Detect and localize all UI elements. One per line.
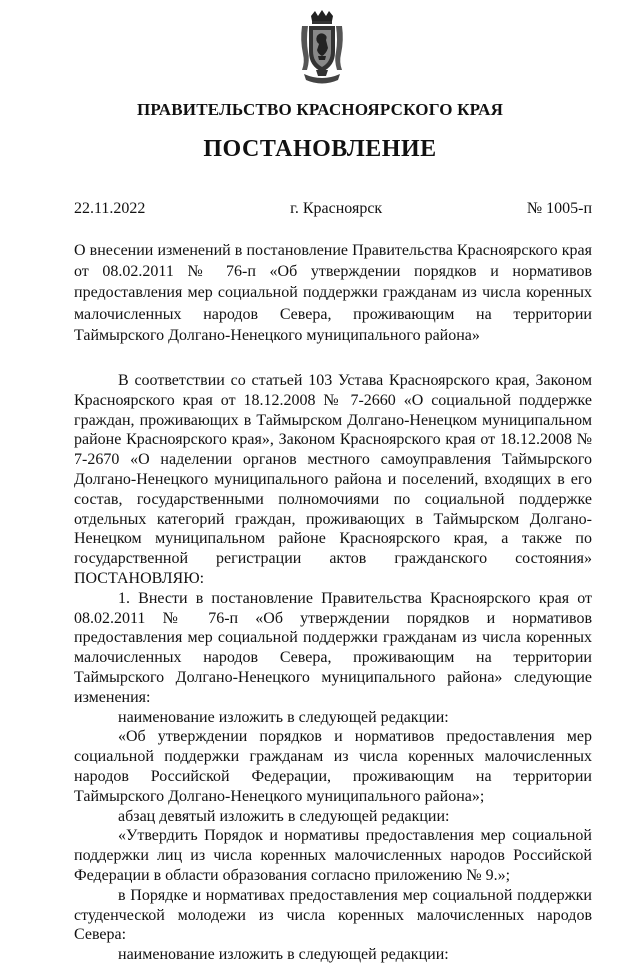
paragraph-item-1: 1. Внести в постановление Правительства Красноярского края от 08.02.2011 № 76-п «Об утверждении порядков и нормативов предоставления мер социальной поддержки гражданам из числа коренных малочисленных народов Севера, проживающим на территории Таймырского Долгано-Ненецкого муниципального района» следующие изменения: xyxy=(74,589,592,706)
paragraph: в Порядке и нормативах предоставления мер социальной поддержки студенческой молодежи из числа коренных малочисленных народов Севера: xyxy=(74,886,592,944)
document-number: № 1005-п xyxy=(526,200,592,217)
coat-of-arms-emblem xyxy=(298,10,346,90)
paragraph-preamble: В соответствии со статьей 103 Устава Красноярского края, Законом Красноярского края от 18.12.2008 № 7-2660 «О социальной поддержке граждан, проживающих в Таймырском Долгано-Ненецком муниципальном районе Красноярского края», Законом Красноярского края от 18.12.2008 № 7-2670 «О наделении органов местного самоуправления Таймырского Долгано-Ненецкого муниципального района и поселений, входящих в его состав, государственными полномочиями по социальной поддержке отдельных категорий граждан, проживающих в Таймырском Долгано-Ненецком муниципальном районе Красноярского края, а также по государственной регистрации актов гражданского состояния» ПОСТАНОВЛЯЮ: xyxy=(74,372,592,587)
paragraph: наименование изложить в следующей редакции: xyxy=(118,946,449,964)
document-meta-line xyxy=(74,200,592,218)
paragraph: абзац девятый изложить в следующей редакции: xyxy=(118,807,450,825)
government-name: ПРАВИТЕЛЬСТВО КРАСНОЯРСКОГО КРАЯ xyxy=(136,100,504,119)
paragraph: «Об утверждении порядков и нормативов предоставления мер социальной поддержки гражданам из числа коренных малочисленных народов Российской Федерации, проживающим на территории Таймырского Долгано-Ненецкого муниципального района»; xyxy=(74,728,592,805)
document-body xyxy=(74,371,592,965)
document-place: г. Красноярск xyxy=(290,200,383,217)
document-subject: О внесении изменений в постановление Правительства Красноярского края от 08.02.2011 № 76-п «Об утверждении порядков и нормативов предоставления мер социальной поддержки гражданам из числа коренных малочисленных народов Севера, проживающим на территории Таймырского Долгано-Ненецкого муниципального района» xyxy=(74,242,592,344)
document-type-title: ПОСТАНОВЛЕНИЕ xyxy=(203,136,437,162)
paragraph: «Утвердить Порядок и нормативы предоставления мер социальной поддержки лиц из числа коренных малочисленных народов Российской Федерации в области образования согласно приложению № 9.»; xyxy=(74,827,592,884)
paragraph: наименование изложить в следующей редакции: xyxy=(118,708,449,726)
document-date: 22.11.2022 xyxy=(74,200,146,217)
